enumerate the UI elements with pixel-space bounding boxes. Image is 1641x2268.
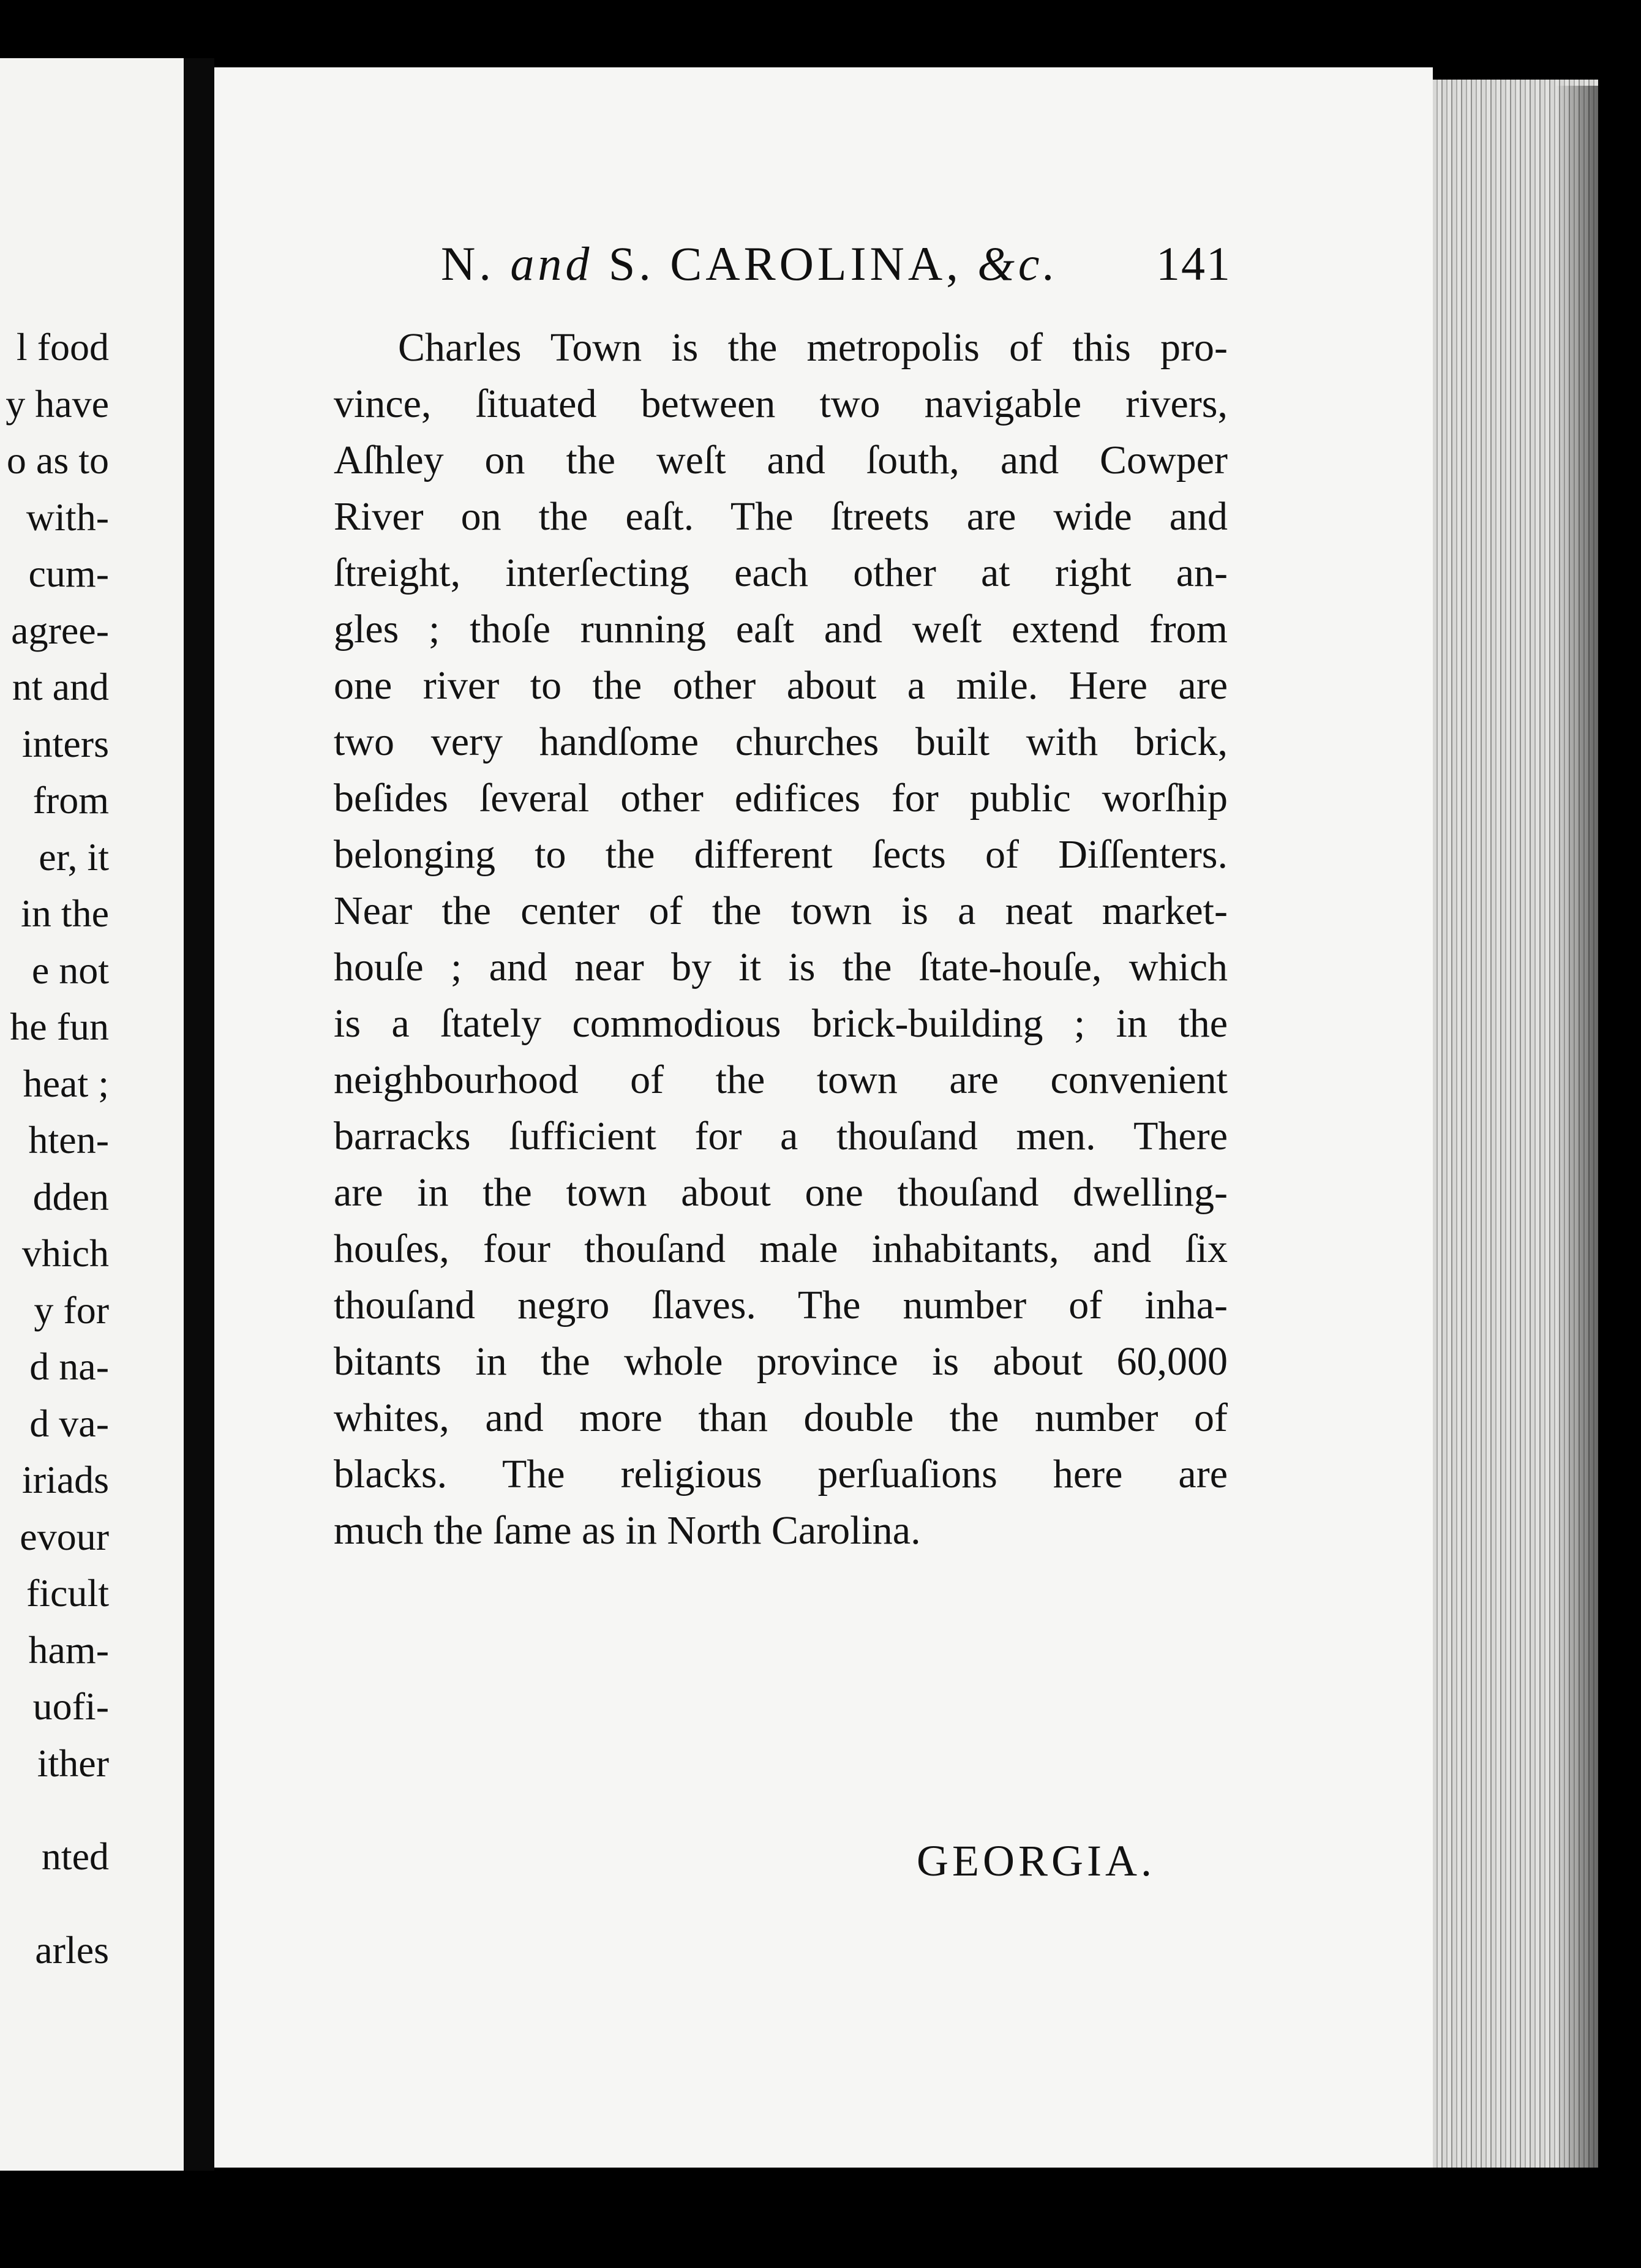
section-heading: GEORGIA. <box>917 1836 1155 1885</box>
text-line: is a ſtately commodious brick-building ; in the <box>334 1001 1228 1046</box>
previous-page <box>0 58 184 2171</box>
previous-page-line-fragment: ficult <box>26 1571 109 1615</box>
previous-page-line-fragment: er, it <box>39 835 109 879</box>
text-line: gles ; thoſe running eaſt and weſt extend from <box>334 607 1228 651</box>
text-line: much the ſame as in North Carolina. <box>334 1508 921 1553</box>
previous-page-line-fragment: evour <box>20 1514 109 1558</box>
page-edge-shadow <box>1555 86 1598 2168</box>
previous-page-line-fragment: dden <box>32 1174 109 1218</box>
previous-page-line-fragment: agree- <box>11 608 109 652</box>
text-line: neighbourhood of the town are convenient <box>334 1057 1228 1102</box>
previous-page-line-fragment: arles <box>35 1928 109 1972</box>
previous-page-line-fragment: l food <box>16 325 109 369</box>
text-line: two very handſome churches built with brick, <box>334 719 1228 764</box>
text-line: houſes, four thouſand male inhabitants, and ſix <box>334 1226 1228 1271</box>
text-line: are in the town about one thouſand dwelling- <box>334 1170 1228 1215</box>
previous-page-line-fragment: he fun <box>10 1005 109 1048</box>
previous-page-line-fragment: from <box>32 778 109 822</box>
previous-page-line-fragment: hten- <box>28 1118 109 1162</box>
previous-page-line-fragment: o as to <box>6 438 109 482</box>
text-line: Aſhley on the weſt and ſouth, and Cowper <box>334 438 1228 483</box>
previous-page-line-fragment: inters <box>21 721 109 765</box>
previous-page-line-fragment: ither <box>37 1741 109 1785</box>
previous-page-line-fragment: cum- <box>28 552 109 595</box>
previous-page-line-fragment: uofi- <box>32 1684 109 1728</box>
text-line: barracks ſufficient for a thouſand men. There <box>334 1114 1228 1158</box>
book-gutter <box>184 58 214 2171</box>
previous-page-line-fragment: heat ; <box>23 1061 109 1105</box>
previous-page-line-fragment: d na- <box>29 1345 109 1388</box>
previous-page-line-fragment: y have <box>6 381 109 426</box>
previous-page-line-fragment: y for <box>34 1288 109 1332</box>
previous-page-line-fragment: nted <box>41 1834 109 1878</box>
running-head-title: N. and S. CAROLINA, &c. <box>441 237 1059 290</box>
previous-page-line-fragment: iriads <box>21 1458 109 1501</box>
previous-page-line-fragment: ham- <box>28 1628 109 1672</box>
text-line: blacks. The religious perſuaſions here are <box>334 1452 1228 1496</box>
text-line: Charles Town is the metropolis of this pro- <box>398 325 1228 370</box>
text-line: vince, ſituated between two navigable rivers, <box>334 381 1228 426</box>
text-line: whites, and more than double the number of <box>334 1395 1228 1440</box>
text-line: thouſand negro ſlaves. The number of inha- <box>334 1283 1228 1327</box>
text-line: River on the eaſt. The ſtreets are wide and <box>334 494 1228 539</box>
previous-page-line-fragment: vhich <box>21 1231 109 1275</box>
previous-page-line-fragment: with- <box>26 495 109 539</box>
text-line: bitants in the whole province is about 60,000 <box>334 1339 1228 1384</box>
text-line: houſe ; and near by it is the ſtate-houſe, which <box>334 945 1228 989</box>
text-line: Near the center of the town is a neat market- <box>334 888 1228 933</box>
text-line: one river to the other about a mile. Here are <box>334 663 1228 708</box>
running-head <box>441 236 1237 291</box>
text-line: belonging to the different ſects of Diſſenters. <box>334 832 1228 877</box>
previous-page-line-fragment: d va- <box>29 1401 109 1445</box>
previous-page-line-fragment: e not <box>31 948 109 992</box>
text-line: beſides ſeveral other edifices for public worſhip <box>334 776 1228 820</box>
text-line: ſtreight, interſecting each other at right an- <box>334 550 1228 595</box>
page-number: 141 <box>1156 237 1231 290</box>
previous-page-line-fragment: nt and <box>12 665 109 708</box>
previous-page-line-fragment: in the <box>21 892 109 935</box>
